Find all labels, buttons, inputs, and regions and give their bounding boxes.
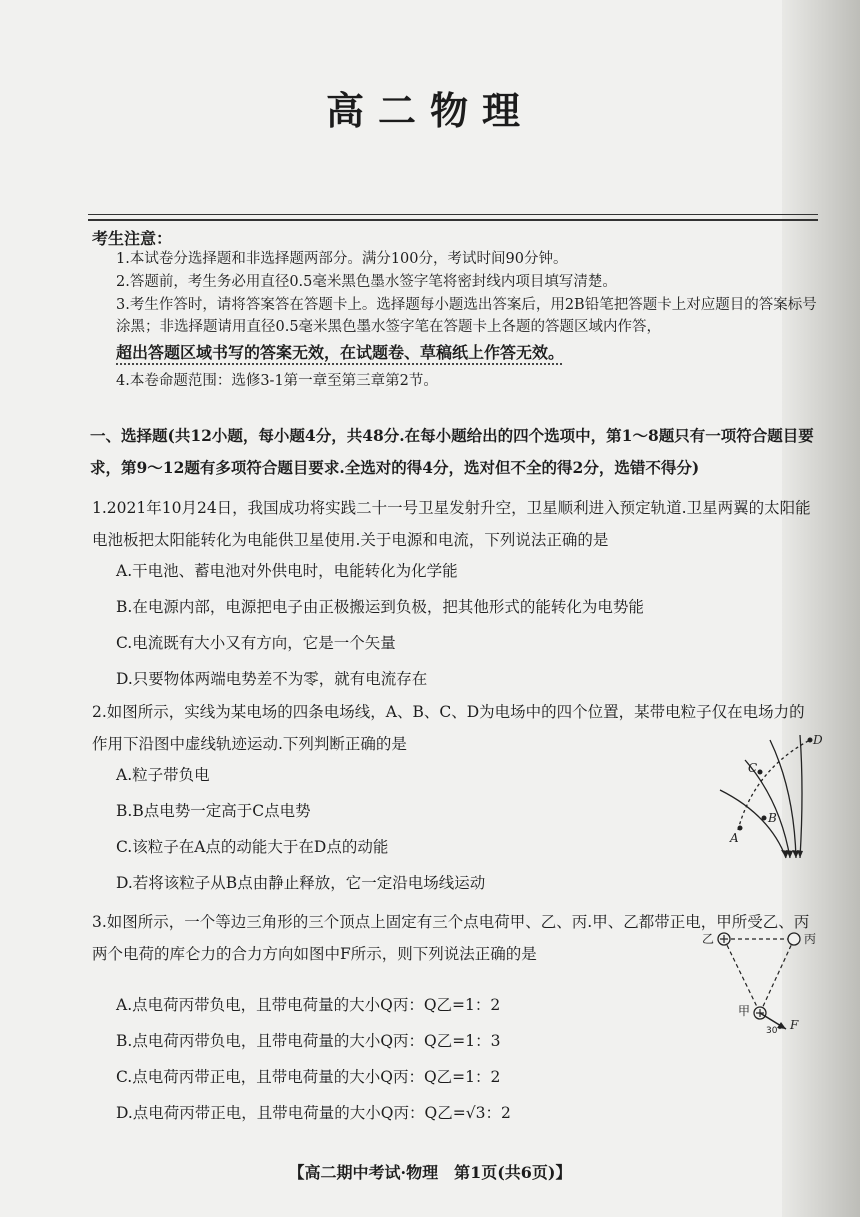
- notice-warning: 超出答题区域书写的答案无效，在试题卷、草稿纸上作答无效。: [116, 343, 565, 362]
- charge-bing: [788, 933, 800, 945]
- divider-thick: [88, 219, 818, 221]
- question-1-option-a: A.干电池、蓄电池对外供电时，电能转化为化学能: [116, 562, 458, 580]
- question-3-option-a: A.点电荷丙带负电，且带电荷量的大小Q丙：Q乙=1：2: [116, 996, 501, 1014]
- triangle-charges-figure: [700, 925, 830, 1035]
- divider-thin: [88, 214, 818, 215]
- field-line-4: [800, 735, 802, 858]
- label-c: C: [748, 761, 758, 775]
- question-1-option-d: D.只要物体两端电势差不为零，就有电流存在: [116, 670, 428, 688]
- notice-item-2: 2.答题前，考生务必用直径0.5毫米黑色墨水签字笔将密封线内项目填写清楚。: [116, 274, 617, 290]
- section-heading: 一、选择题(共12小题，每小题4分，共48分.在每小题给出的四个选项中，第1～8题只有一项符合题目要求，第9～12题有多项符合题目要求.全选对的得4分，选对但不全的得2分，选错不得分): [90, 426, 814, 477]
- question-3-option-c: C.点电荷丙带正电，且带电荷量的大小Q丙：Q乙=1：2: [116, 1068, 501, 1086]
- question-1-option-c: C.电流既有大小又有方向，它是一个矢量: [116, 634, 396, 652]
- label-b: B: [768, 811, 777, 825]
- question-2-option-c: C.该粒子在A点的动能大于在D点的动能: [116, 838, 389, 856]
- question-2-option-d: D.若将该粒子从B点由静止释放，它一定沿电场线运动: [116, 874, 486, 892]
- question-2-option-b: B.B点电势一定高于C点电势: [116, 802, 311, 820]
- question-3-stem: 3.如图所示，一个等边三角形的三个顶点上固定有三个点电荷甲、乙、丙.甲、乙都带正电，甲所受乙、丙两个电荷的库仑力的合力方向如图中F所示，则下列说法正确的是: [92, 913, 810, 963]
- notice-item-3: 3.考生作答时，请将答案答在答题卡上。选择题每小题选出答案后，用2B铅笔把答题卡上对应题目的答案标号涂黑；非选择题请用直径0.5毫米黑色墨水签字笔在答题卡上各题的答题区域内作答，: [116, 297, 817, 335]
- question-1-stem: 1.2021年10月24日，我国成功将实践二十一号卫星发射升空，卫星顺利进入预定轨道.卫星两翼的太阳能电池板把太阳能转化为电能供卫星使用.关于电源和电流，下列说法正确的是: [92, 499, 811, 549]
- page-title: 高二物理: [325, 88, 534, 133]
- label-a: A: [730, 831, 739, 845]
- label-bing: 丙: [804, 932, 817, 946]
- notice-item-4: 4.本卷命题范围：选修3-1第一章至第三章第2节。: [116, 373, 438, 389]
- question-2-stem: 2.如图所示，实线为某电场的四条电场线，A、B、C、D为电场中的四个位置，某带电粒子仅在电场力的作用下沿图中虚线轨迹运动.下列判断正确的是: [92, 703, 805, 753]
- label-d: D: [813, 733, 823, 747]
- question-3-option-b: B.点电荷丙带负电，且带电荷量的大小Q丙：Q乙=1：3: [116, 1032, 501, 1050]
- question-1-option-b: B.在电源内部，电源把电子由正极搬运到负极，把其他形式的能转化为电势能: [116, 598, 644, 616]
- label-angle: 30°: [766, 1026, 782, 1035]
- question-3-option-d: D.点电荷丙带正电，且带电荷量的大小Q丙：Q乙=√3：2: [116, 1104, 511, 1122]
- label-jia: 甲: [738, 1004, 751, 1018]
- question-2-option-a: A.粒子带负电: [116, 766, 210, 784]
- label-yi: 乙: [702, 932, 715, 946]
- label-f: F: [790, 1018, 799, 1032]
- notice-item-1: 1.本试卷分选择题和非选择题两部分。满分100分，考试时间90分钟。: [116, 251, 568, 267]
- electric-field-figure: [700, 730, 830, 870]
- page-footer: 【高二期中考试·物理 第1页(共6页)】: [288, 1163, 572, 1182]
- notice-heading: 考生注意：: [92, 229, 173, 248]
